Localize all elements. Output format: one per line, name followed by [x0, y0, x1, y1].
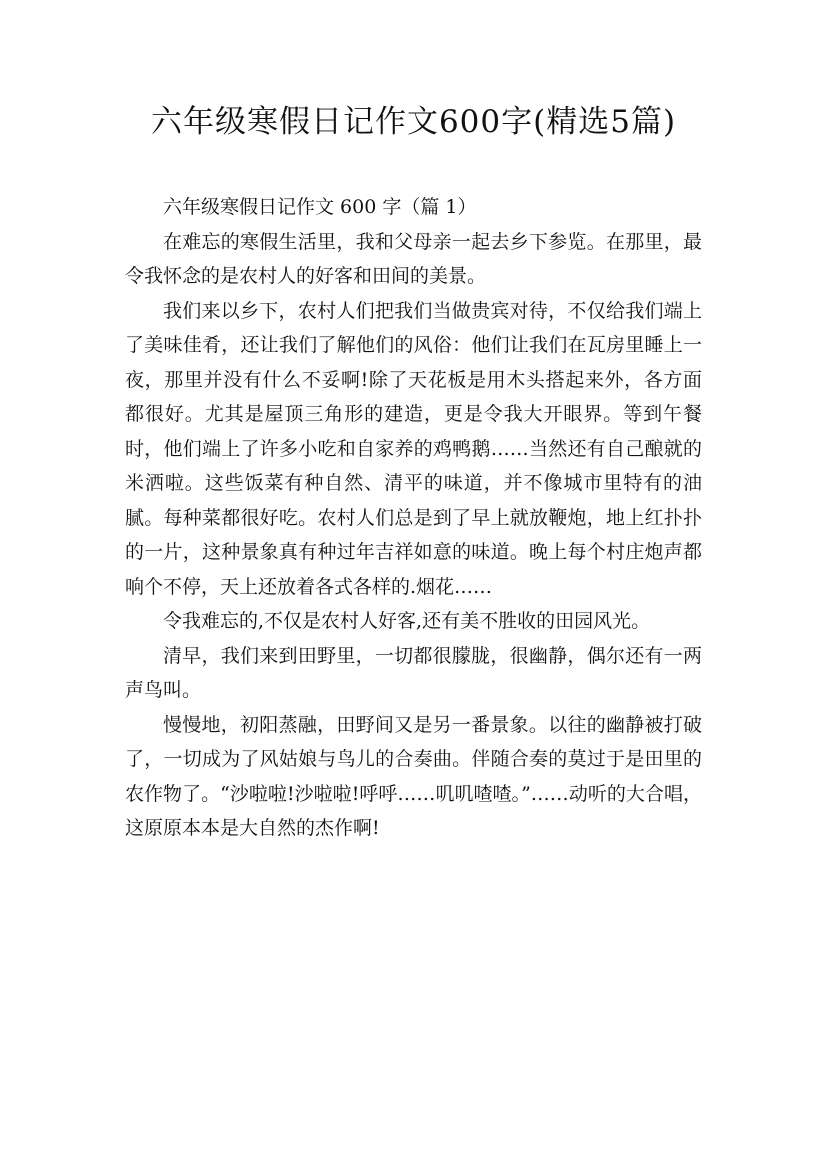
- paragraph: 清早，我们来到田野里，一切都很朦胧，很幽静，偶尔还有一两声鸟叫。: [125, 644, 702, 701]
- section-heading: 六年级寒假日记作文 600 字（篇 1）: [163, 196, 477, 218]
- paragraph: 我们来以乡下，农村人们把我们当做贵宾对待，不仅给我们端上了美味佳肴，还让我们了解他们的风俗：他们让我们在瓦房里睡上一夜，那里并没有什么不妥啊!除了天花板是用木头搭起来外，各方面都很好。尤其是屋顶三角形的建造，更是令我大开眼界。等到午餐时，他们端上了许多小吃和自家养的鸡鸭鹅……当然还有自己酿就的米洒啦。这些饭菜有种自然、清平的味道，并不像城市里特有的油腻。每种菜都很好吃。农村人们总是到了早上就放鞭炮，地上红扑扑的一片，这种景象真有种过年吉祥如意的味道。晚上每个村庄炮声都响个不停，天上还放着各式各样的.烟花……: [125, 299, 702, 598]
- paragraph: 在难忘的寒假生活里，我和父母亲一起去乡下参览。在那里，最令我怀念的是农村人的好客和田间的美景。: [125, 230, 702, 287]
- document-title: 六年级寒假日记作文600字(精选5篇): [150, 104, 677, 140]
- document-body: [125, 190, 702, 846]
- paragraph: 令我难忘的,不仅是农村人好客,还有美不胜收的田园风光。: [163, 610, 651, 632]
- paragraph: 慢慢地，初阳蒸融，田野间又是另一番景象。以往的幽静被打破了，一切成为了风姑娘与鸟儿的合奏曲。伴随合奏的莫过于是田里的农作物了。“沙啦啦!沙啦啦!呼呼……叽叽喳喳。”……动听的大合唱，这原原本本是大自然的杰作啊!: [125, 713, 702, 839]
